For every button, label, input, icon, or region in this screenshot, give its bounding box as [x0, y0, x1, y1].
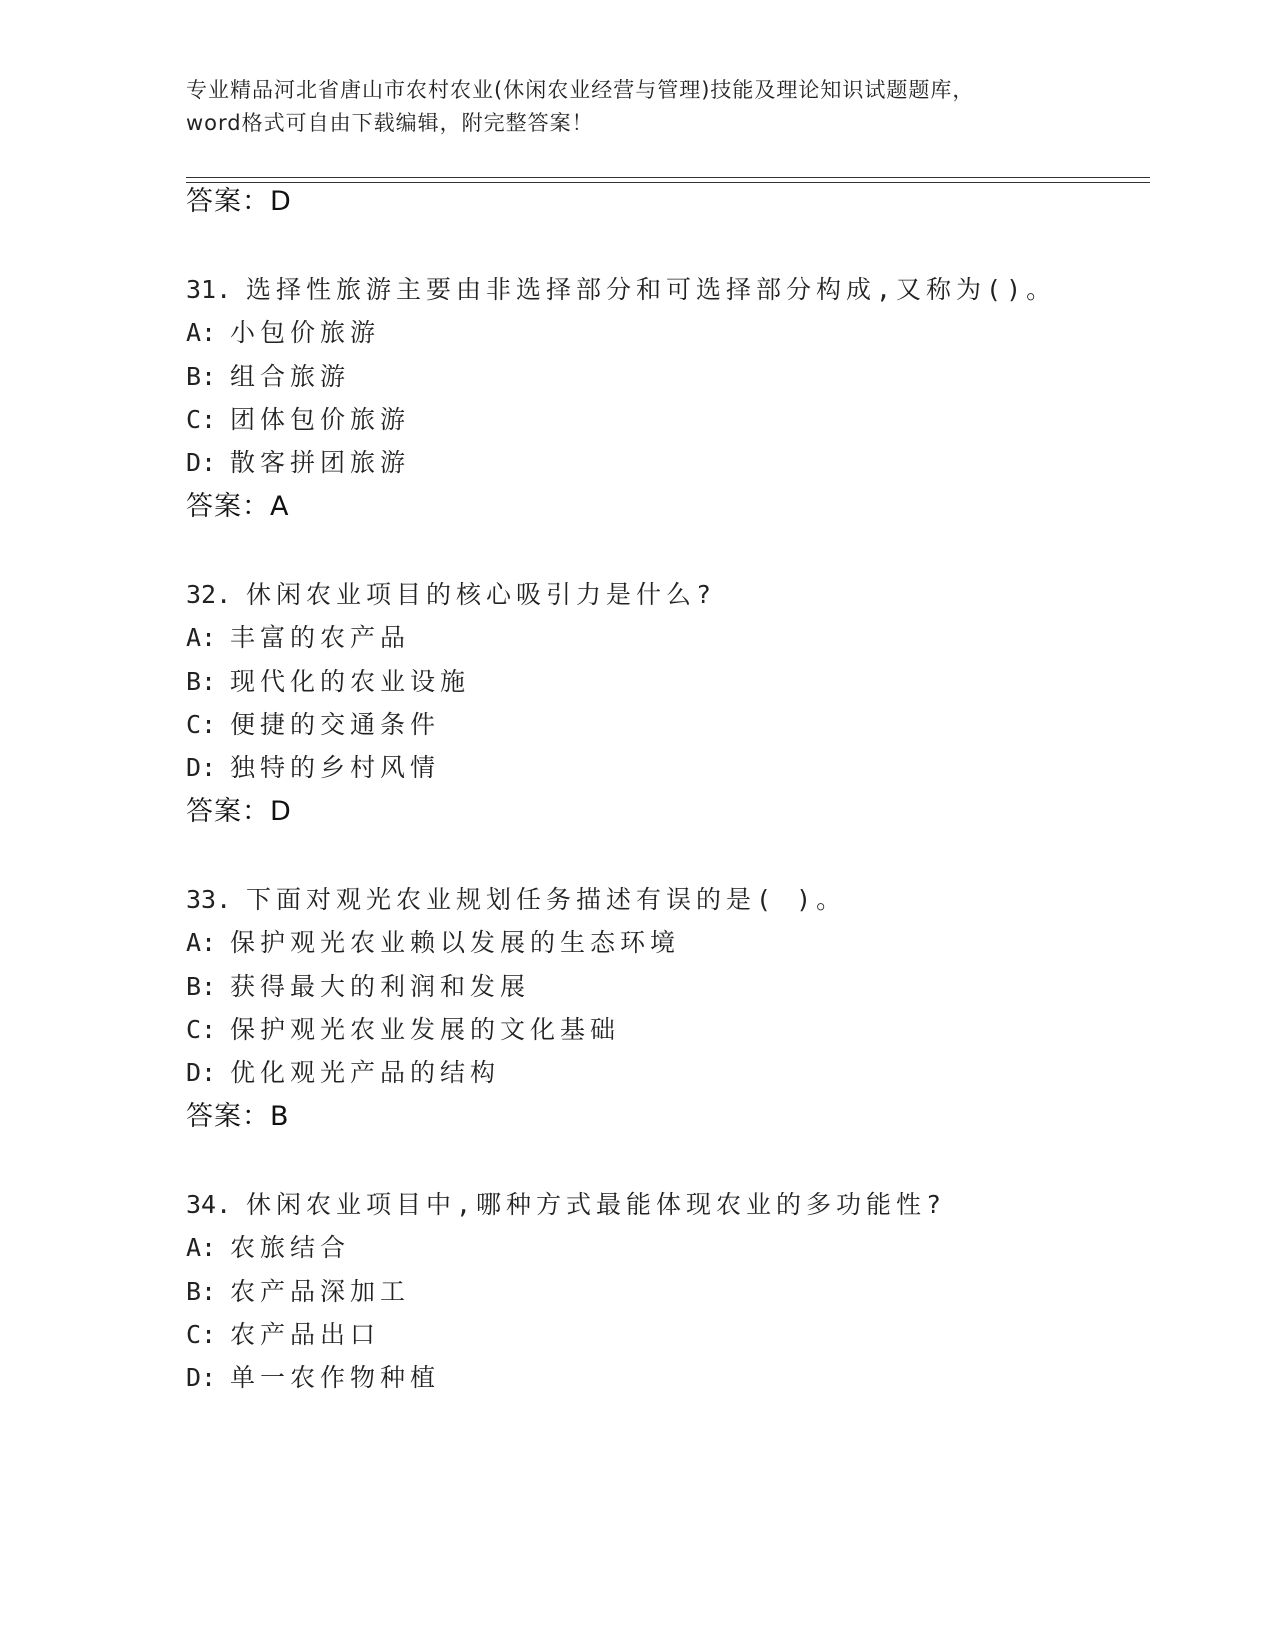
option-key: B: [186, 362, 217, 391]
question-34-option-c [186, 1318, 380, 1352]
option-text: 农产品出口 [230, 1320, 381, 1349]
option-key: D: [186, 1363, 217, 1392]
question-31-option-b [186, 360, 350, 394]
option-text: 独特的乡村风情 [230, 753, 441, 782]
question-31-option-d [186, 446, 410, 480]
question-34-option-a [186, 1231, 350, 1265]
option-key: D: [186, 448, 217, 477]
option-key: A: [186, 318, 217, 347]
question-33-option-b [186, 970, 530, 1004]
question-text: 下面对观光农业规划任务描述有误的是( )。 [246, 885, 847, 914]
question-number: 33. [186, 885, 232, 914]
header-divider-bottom [186, 182, 1150, 183]
option-key: C: [186, 710, 217, 739]
question-31 [186, 273, 1056, 307]
question-text: 选择性旅游主要由非选择部分和可选择部分构成,又称为()。 [246, 275, 1057, 304]
option-text: 获得最大的利润和发展 [230, 972, 531, 1001]
question-32-option-c [186, 708, 440, 742]
question-31-answer: 答案：A [186, 491, 290, 522]
question-32 [186, 578, 716, 612]
option-key: C: [186, 405, 217, 434]
question-34-option-b [186, 1275, 410, 1309]
header-divider-top [186, 177, 1150, 178]
question-text: 休闲农业项目的核心吸引力是什么? [246, 580, 717, 609]
option-text: 现代化的农业设施 [230, 667, 471, 696]
question-32-answer: 答案：D [186, 796, 292, 827]
header-line-1: 专业精品河北省唐山市农村农业(休闲农业经营与管理)技能及理论知识试题题库， [186, 78, 975, 102]
option-text: 散客拼团旅游 [230, 448, 411, 477]
option-key: D: [186, 753, 217, 782]
question-33-answer: 答案：B [186, 1101, 290, 1132]
question-33 [186, 883, 846, 917]
question-32-option-d [186, 751, 440, 785]
option-key: B: [186, 667, 217, 696]
question-34-option-d [186, 1361, 440, 1395]
question-32-option-b [186, 665, 470, 699]
option-text: 组合旅游 [230, 362, 351, 391]
question-number: 34. [186, 1190, 232, 1219]
question-number: 32. [186, 580, 232, 609]
option-text: 单一农作物种植 [230, 1363, 441, 1392]
option-key: B: [186, 972, 217, 1001]
option-text: 农旅结合 [230, 1233, 351, 1262]
question-33-option-c [186, 1013, 620, 1047]
option-text: 农产品深加工 [230, 1277, 411, 1306]
header-line-2: word格式可自由下载编辑，附完整答案！ [186, 111, 594, 135]
question-34 [186, 1188, 946, 1222]
option-key: A: [186, 1233, 217, 1262]
option-key: A: [186, 623, 217, 652]
option-text: 便捷的交通条件 [230, 710, 441, 739]
option-text: 保护观光农业赖以发展的生态环境 [230, 928, 681, 957]
option-text: 小包价旅游 [230, 318, 381, 347]
option-key: C: [186, 1320, 217, 1349]
option-text: 丰富的农产品 [230, 623, 411, 652]
question-32-option-a [186, 621, 410, 655]
document-header [186, 74, 1086, 140]
question-31-option-a [186, 316, 380, 350]
question-number: 31. [186, 275, 232, 304]
option-text: 保护观光农业发展的文化基础 [230, 1015, 621, 1044]
question-31-option-c [186, 403, 410, 437]
option-key: D: [186, 1058, 217, 1087]
previous-answer: 答案：D [186, 186, 292, 217]
question-33-option-a [186, 926, 680, 960]
option-key: A: [186, 928, 217, 957]
option-key: B: [186, 1277, 217, 1306]
question-33-option-d [186, 1056, 500, 1090]
question-text: 休闲农业项目中,哪种方式最能体现农业的多功能性? [246, 1190, 947, 1219]
option-text: 优化观光产品的结构 [230, 1058, 501, 1087]
option-key: C: [186, 1015, 217, 1044]
option-text: 团体包价旅游 [230, 405, 411, 434]
